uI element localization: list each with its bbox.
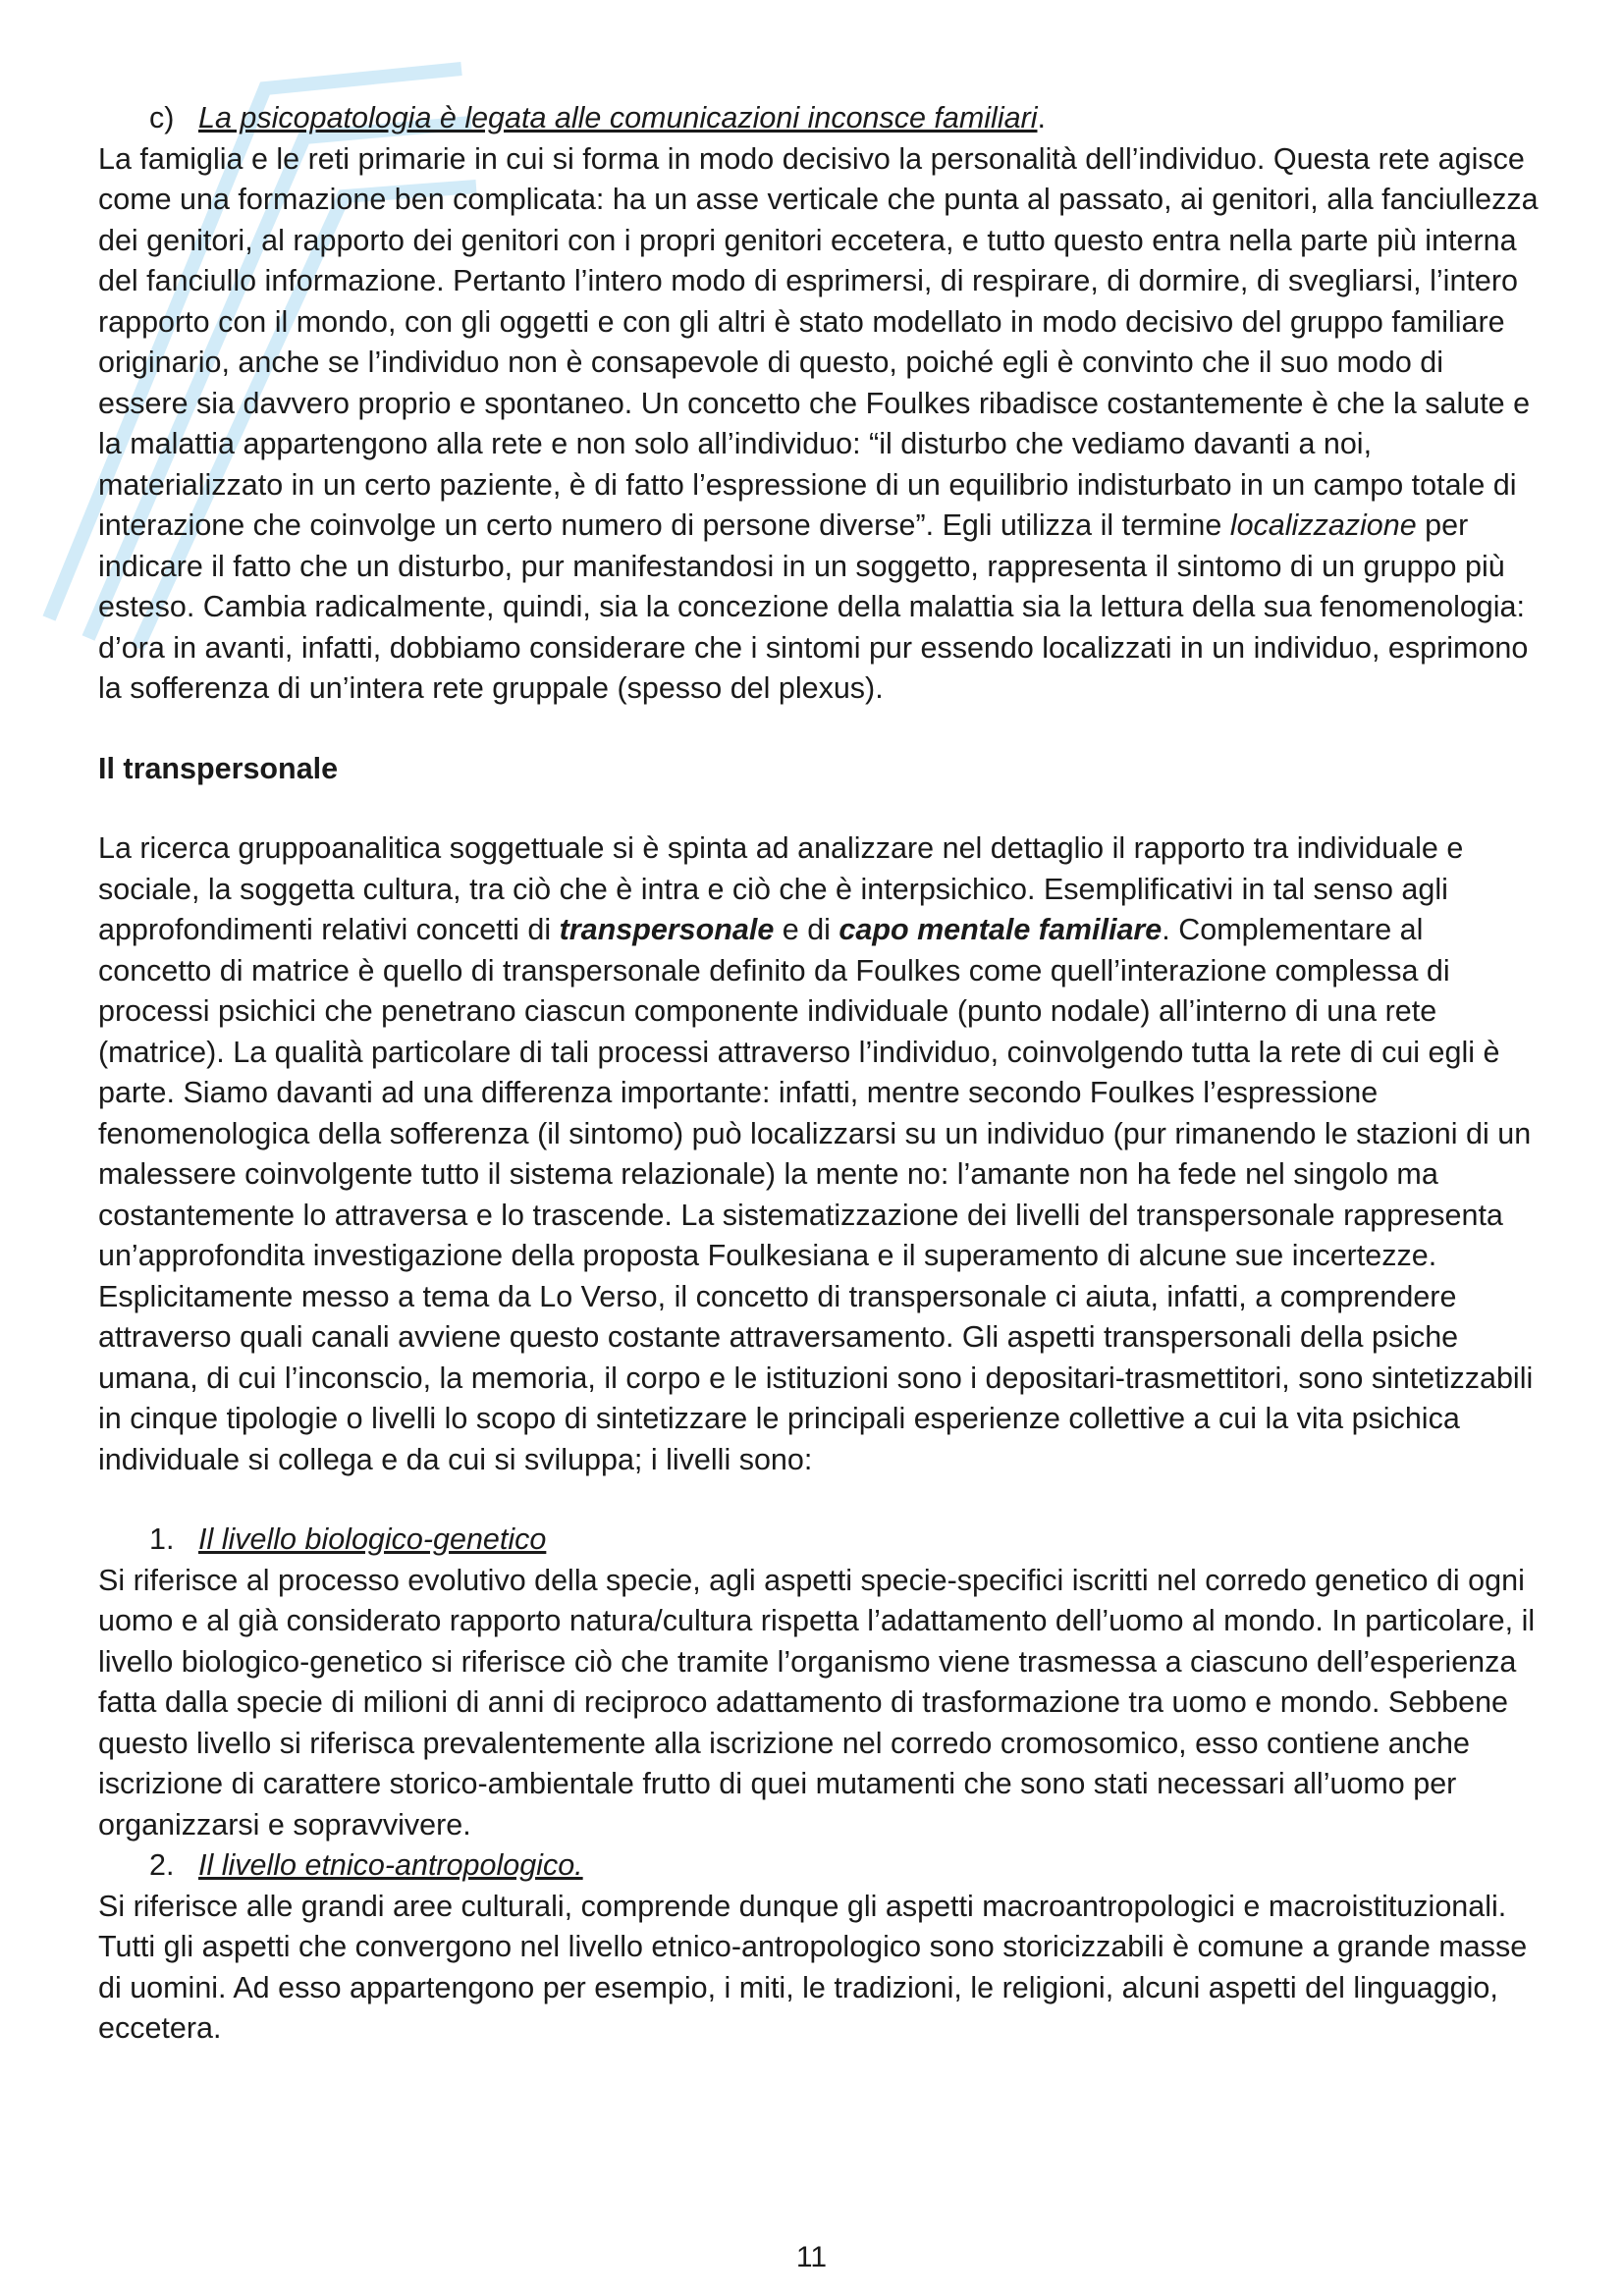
paragraph-text: La famiglia e le reti primarie in cui si forma in modo decisivo la personalità dell’individuo. Questa rete agisce come una formazione ben complicata: ha un asse verticale che punta al passato, ai genitori, alla fanciullezza dei genitori, al rapporto dei genitori con i propri genitori eccetera, e tutto questo entra nella parte più interna del fanciullo informazione. Pertanto l’intero modo di esprimersi, di respirare, di dormire, di svegliarsi, l’intero rapporto con il mondo, con gli oggetti e con gli altri è stato modellato in modo decisivo del gruppo familiare originario, anche se l’individuo non è consapevole di questo, poiché egli è convinto che il suo modo di essere sia davvero proprio e spontaneo. Un concetto che Foulkes ribadisce costantemente è che la salute e la malattia appartengono alla rete e non solo all’individuo: “il disturbo che vediamo davanti a noi, materializzato in un certo paziente, è di fatto l’espressione di un equilibrio indisturbato in un campo totale di interazione che coinvolge un certo numero di persone diverse”. Egli utilizza il termine [98, 141, 1539, 542]
paragraph-text: . Complementare al concetto di matrice è quello di transpersonale definito da Foulkes come quell’interazione complessa di processi psichici che penetrano ciascun componente individuale (punto nodale) all’interno di una rete (matrice). La qualità particolare di tali processi attraverso l’individuo, coinvolgendo tutta la rete di cui egli è parte. Siamo davanti ad una differenza importante: infatti, mentre secondo Foulkes l’espressione fenomenologica della sofferenza (il sintomo) può localizzarsi su un individuo (pur rimanendo le stazioni di un malessere coinvolgente tutto il sistema relazionale) la mente no: l’amante non ha fede nel singolo ma costantemente lo attraversa e lo trascende. La sistematizzazione dei livelli del transpersonale rappresenta un’approfondita investigazione della proposta Foulkesiana e il superamento di alcune sue incertezze. Esplicitamente messo a tema da Lo Verso, il concetto di transpersonale ci aiuta, infatti, a comprendere attraverso quali canali avviene questo costante attraversamento. Gli aspetti transpersonali della psiche umana, di cui l’inconscio, la memoria, il corpo e le istituzioni sono i depositari-trasmettitori, sono sintetizzabili in cinque tipologie o livelli lo scopo di sintetizzare le principali esperienze collettive a cui la vita psichica individuale si collega e da cui si sviluppa; i livelli sono: [98, 913, 1534, 1476]
list-marker: c) [149, 101, 175, 134]
level-1-paragraph: Si riferisce al processo evolutivo della specie, agli aspetti specie-specifici iscritti nel corredo genetico di ogni uomo e al già considerato rapporto natura/cultura rispetta l’adattamento dell’uomo al mondo. In particolare, il livello biologico-genetico si riferisce ciò che tramite l’organismo viene trasmessa a ciascuno dell’esperienza fatta dalla specie di milioni di anni di reciproco adattamento di trasformazione tra uomo e mondo. Sebbene questo livello si riferisca prevalentemente alla iscrizione nel corredo cromosomico, esso contiene anche iscrizione di carattere storico-ambientale frutto di quei mutamenti che sono stati necessari all’uomo per organizzarsi e sopravvivere. [98, 1563, 1536, 1842]
list-marker: 1. [149, 1522, 175, 1556]
level-2-paragraph: Si riferisce alle grandi aree culturali, comprende dunque gli aspetti macroantropologici e macroistituzionali. Tutti gli aspetti che convergono nel livello etnico-antropologico sono storicizzabili è comune a grande masse di uomini. Ad esso appartengono per esempio, i miti, le tradizioni, le religioni, alcuni aspetti del linguaggio, eccetera. [98, 1889, 1528, 2045]
bold-term-transpersonale: transpersonale [559, 913, 775, 946]
level-1-title: Il livello biologico-genetico [198, 1522, 547, 1556]
paragraph-text: e di [774, 913, 839, 946]
paragraph-italic-term: localizzazione [1229, 508, 1417, 542]
section-heading: Il transpersonale [98, 751, 339, 785]
section-c-title-suffix: . [1037, 101, 1046, 134]
paragraph-text: La ricerca gruppoanalitica soggettuale si è spinta ad analizzare nel dettaglio il rapporto tra individuale e sociale, la soggetta cultura, tra ciò che è intra e ciò che è interpsichico. Esemplificativi in tal senso agli approfondimenti relativi concetti di [98, 831, 1464, 946]
paragraph-text: per indicare il fatto che un disturbo, pur manifestandosi in un soggetto, rappresenta il sintomo di un gruppo più esteso. Cambia radicalmente, quindi, sia la concezione della malattia sia la lettura della sua fenomenologia: d’ora in avanti, infatti, dobbiamo considerare che i sintomi pur essendo localizzati in un individuo, esprimono la sofferenza di un’intera rete gruppale (spesso del plexus). [98, 508, 1529, 705]
section-c-paragraph [98, 139, 1542, 710]
level-2-title: Il livello etnico-antropologico. [198, 1848, 583, 1882]
level-2-heading [98, 1845, 1542, 1887]
transpersonale-paragraph [98, 828, 1542, 1480]
bold-term-capo-mentale: capo mentale familiare [839, 913, 1163, 946]
list-marker: 2. [149, 1848, 175, 1882]
section-c-heading [98, 98, 1542, 139]
page-content [98, 98, 1542, 2050]
level-1-heading [98, 1520, 1542, 1561]
section-c-title: La psicopatologia è legata alle comunicazioni inconsce familiari [198, 101, 1038, 134]
page-number: 11 [795, 2241, 828, 2273]
